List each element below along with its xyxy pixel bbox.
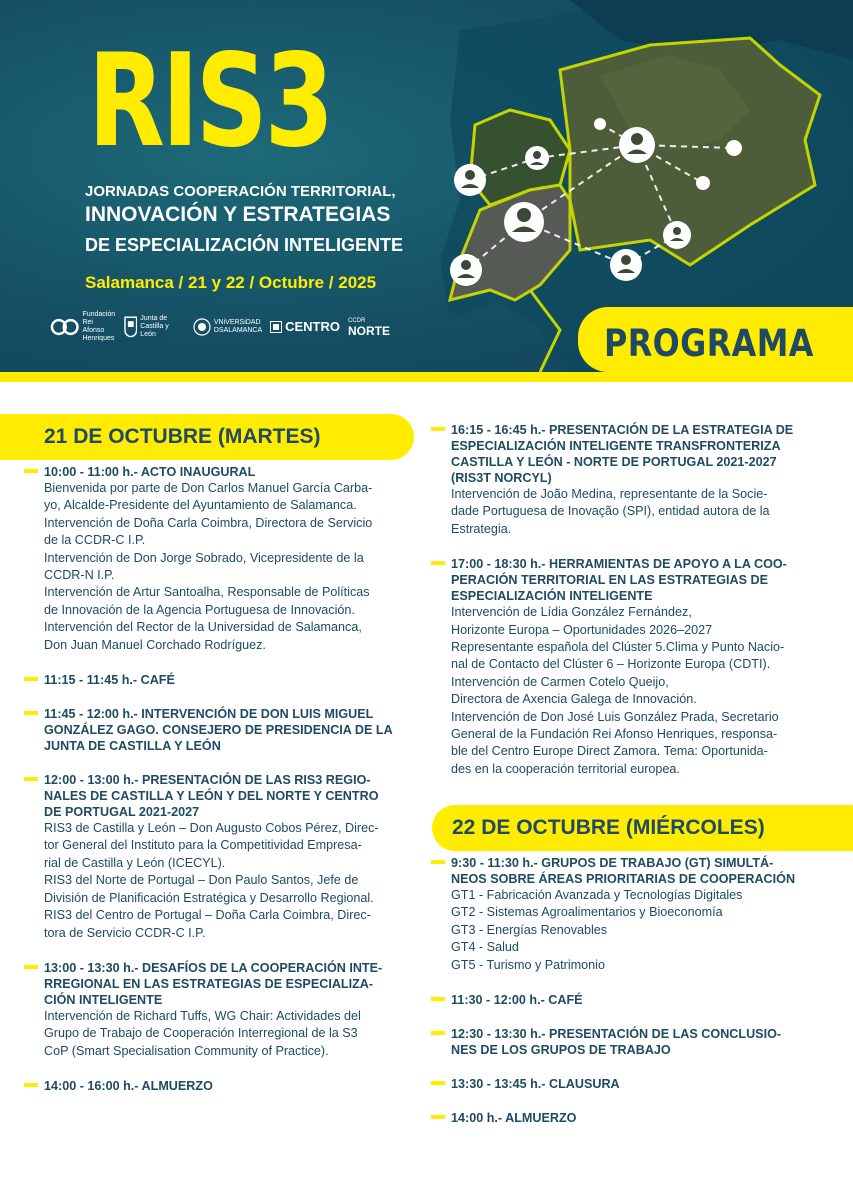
item-heading-line: 13:00 - 13:30 h.- DESAFÍOS DE LA COOPERACIÓN INTE- [44,960,383,975]
item-detail-line: dade Portuguesa de Inovação (SPI), entidad autora de la [451,504,770,519]
bullet-dash-icon [24,777,38,781]
schedule-item [451,1026,815,1058]
programa-label: PROGRAMA [604,322,814,365]
item-detail-line: ble del Centro Europe Direct Zamora. Tema: Oportunida- [451,744,768,759]
usal-line-1: VNiVERSiDAD [213,319,261,326]
item-heading-line: 17:00 - 18:30 h.- HERRAMIENTAS DE APOYO A LA COO- [451,557,787,572]
schedule-item [451,992,815,1008]
subtitle-line-1: JORNADAS COOPERACIÓN TERRITORIAL, [85,183,396,200]
item-heading-line: 10:00 - 11:00 h.- ACTO INAUGURAL [44,465,256,479]
item-detail-line: Intervención de Don Jorge Sobrado, Vicepresidente de la [44,550,364,565]
item-heading-line: NEOS SOBRE ÁREAS PRIORITARIAS DE COOPERACIÓN [451,872,796,886]
item-detail-line: rial de Castilla y León (ICECYL). [44,855,226,870]
bullet-dash-icon [431,1081,445,1085]
usal-logo [193,318,262,336]
schedule-item [44,672,408,688]
schedule-item [451,1076,815,1092]
event-title: RIS3 [88,27,331,176]
item-detail-line: nal de Contacto del Clúster 6 – Horizonte Europa (CDTI). [451,657,771,672]
day-2-label: 22 DE OCTUBRE (MIÉRCOLES) [452,816,765,839]
item-heading-line: 11:30 - 12:00 h.- CAFÉ [451,993,583,1008]
schedule-item [451,855,815,974]
item-detail-line: Horizonte Europa – Oportunidades 2026–2027 [451,622,713,637]
item-heading-line: DE PORTUGAL 2021-2027 [44,805,200,820]
junta-logo [124,315,185,339]
day-1-schedule [44,464,408,1112]
sponsor-logos [50,312,390,342]
item-heading-line: JUNTA DE CASTILLA Y LEÓN [44,739,221,754]
item-detail-line: Intervención de Artur Santoalha, Responsable de Políticas [44,585,370,600]
item-heading-line: 12:30 - 13:30 h.- PRESENTACIÓN DE LAS CONCLUSIO- [451,1027,782,1042]
item-heading-line: 14:00 - 16:00 h.- ALMUERZO [44,1079,213,1094]
item-heading-line: PERACIÓN TERRITORIAL EN LAS ESTRATEGIAS DE [451,573,768,588]
bullet-dash-icon [431,860,445,864]
item-detail-line: Estrategia. [451,521,512,536]
ccdr-label: CCDR [348,317,366,324]
item-detail-line: GT5 - Turismo y Patrimonio [451,957,605,972]
item-detail-line: Intervención de Doña Carla Coimbra, Directora de Servicio [44,515,373,530]
item-detail-line: Intervención del Rector de la Universidad de Salamanca, [44,620,362,635]
day-1-afternoon-schedule [451,422,815,796]
centro-logo [270,321,340,333]
item-heading-line: CASTILLA Y LEÓN - NORTE DE PORTUGAL 2021-2027 [451,455,777,469]
bullet-dash-icon [431,1031,445,1035]
item-detail-line: yo, Alcalde-Presidente del Ayuntamiento de Salamanca. [44,498,357,513]
fundacion-line-2: Rei Afonso [82,319,105,334]
fundacion-logo-icon [50,317,79,337]
item-detail-line: GT1 - Fabricación Avanzada y Tecnologías Digitales [451,888,743,902]
item-detail-line: GT3 - Energías Renovables [451,922,608,937]
subtitle-line-3: DE ESPECIALIZACIÓN INTELIGENTE [85,235,404,255]
item-heading-line: (RIS3T NORCYL) [451,471,552,485]
item-detail-line: Intervención de Lídia González Fernández, [451,605,692,620]
day-1-heading [0,414,414,460]
item-heading-line: 12:00 - 13:00 h.- PRESENTACIÓN DE LAS RIS3 REGIO- [44,773,371,788]
bullet-dash-icon [24,711,38,715]
item-detail-line: RIS3 del Centro de Portugal – Doña Carla Coimbra, Direc- [44,908,371,923]
item-detail-line: de Innovación de la Agencia Portuguesa de Innovación. [44,602,355,617]
item-heading-line: CIÓN INTELIGENTE [44,992,163,1007]
bullet-dash-icon [24,677,38,681]
fundacion-line-3: Henriques [82,335,115,342]
bullet-dash-icon [24,1083,38,1087]
item-heading-line: 11:15 - 11:45 h.- CAFÉ [44,673,175,688]
fundacion-line-1: Fundación [82,311,116,318]
item-detail-line: Representante española del Clúster 5.Clima y Punto Nacio- [451,640,785,655]
bullet-dash-icon [431,1115,445,1119]
usal-line-2: DSALAMANCA [213,327,263,334]
item-detail-line: Directora de Axencia Galega de Innovación. [451,692,697,707]
item-detail-line: Grupo de Trabajo de Cooperación Interregional de la S3 [44,1026,358,1041]
bullet-dash-icon [24,965,38,969]
item-detail-line: Don Juan Manuel Corchado Rodríguez. [44,637,266,652]
schedule-item [44,960,408,1060]
item-detail-line: de la CCDR-C I.P. [44,533,146,548]
day-2-heading [432,805,853,851]
bullet-dash-icon [431,561,445,565]
norte-label: NORTE [348,323,390,338]
item-detail-line: RIS3 del Norte de Portugal – Don Paulo Santos, Jefe de [44,873,359,888]
day-1-label: 21 DE OCTUBRE (MARTES) [44,425,321,448]
item-detail-line: RIS3 de Castilla y León – Don Augusto Cobos Pérez, Direc- [44,821,379,836]
ccdr-norte-logo [348,318,390,337]
fundacion-logo [50,311,116,343]
item-detail-line: des en la cooperación territorial europea. [451,761,680,776]
schedule-item [44,464,408,654]
item-heading-line: ESPECIALIZACIÓN INTELIGENTE TRANSFRONTERIZA [451,439,781,453]
item-heading-line: ESPECIALIZACIÓN INTELIGENTE [451,589,653,604]
item-heading-line: RREGIONAL EN LAS ESTRATEGIAS DE ESPECIALIZA- [44,976,374,991]
schedule-item [451,1110,815,1126]
item-detail-line: Intervención de Carmen Cotelo Queijo, [451,674,669,689]
item-detail-line: tora de Servicio CCDR-C I.P. [44,925,206,940]
usal-seal-icon [193,318,211,336]
item-heading-line: 16:15 - 16:45 h.- PRESENTACIÓN DE LA ESTRATEGIA DE [451,423,794,437]
subtitle-line-2: INNOVACIÓN Y ESTRATEGIAS [85,203,391,226]
place-and-date: Salamanca / 21 y 22 / Octubre / 2025 [85,273,377,292]
item-detail-line: General de la Fundación Rei Afonso Henriques, responsa- [451,727,778,742]
centro-logo-icon [270,321,282,333]
schedule-item [44,1078,408,1094]
junta-crest-icon [124,316,138,338]
item-heading-line: NALES DE CASTILLA Y LEÓN Y DEL NORTE Y CENTRO [44,789,379,804]
bullet-dash-icon [431,427,445,431]
item-detail-line: CCDR-N I.P. [44,568,115,583]
item-detail-line: Intervención de Don José Luis González Prada, Secretario [451,709,779,724]
item-heading-line: 13:30 - 13:45 h.- CLAUSURA [451,1077,620,1092]
item-detail-line: tor General del Instituto para la Competitividad Empresa- [44,838,362,853]
schedule-item [451,556,815,778]
item-detail-line: Intervención de João Medina, representante de la Socie- [451,487,768,501]
item-heading-line: NES DE LOS GRUPOS DE TRABAJO [451,1043,671,1058]
item-detail-line: CoP (Smart Specialisation Community of Practice). [44,1043,329,1058]
junta-line-1: Junta de [140,315,168,322]
item-heading-line: 11:45 - 12:00 h.- INTERVENCIÓN DE DON LUIS MIGUEL [44,707,374,722]
centro-label: CENTRO [285,319,340,334]
header-banner [0,0,853,382]
item-detail-line: GT2 - Sistemas Agroalimentarios y Bioeconomía [451,905,723,920]
item-detail-line: Intervención de Richard Tuffs, WG Chair: Actividades del [44,1008,361,1023]
item-heading-line: 14:00 h.- ALMUERZO [451,1111,577,1126]
item-heading-line: 9:30 - 11:30 h.- GRUPOS DE TRABAJO (GT) SIMULTÁ- [451,856,774,870]
header-accent-band [0,372,853,382]
schedule-item [44,772,408,942]
day-2-schedule [451,855,815,1144]
item-heading-line: GONZÁLEZ GAGO. CONSEJERO DE PRESIDENCIA DE LA [44,723,393,738]
bullet-dash-icon [24,469,38,473]
junta-line-2: Castilla y León [140,323,169,338]
bullet-dash-icon [431,997,445,1001]
item-detail-line: GT4 - Salud [451,940,519,955]
schedule-item [44,706,408,754]
schedule-item [451,422,815,538]
item-detail-line: División de Planificación Estratégica y Desarrollo Regional. [44,890,374,905]
item-detail-line: Bienvenida por parte de Don Carlos Manuel García Carba- [44,481,373,495]
